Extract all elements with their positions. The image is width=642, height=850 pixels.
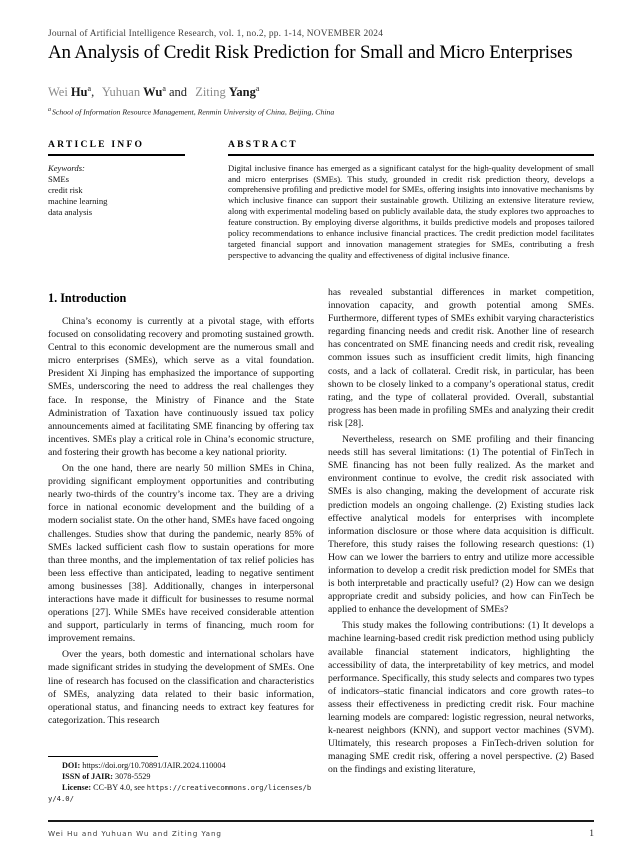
affiliation-marker: a: [48, 107, 51, 113]
keyword-item: data analysis: [48, 206, 93, 217]
affiliation: [48, 107, 594, 117]
footer-authors-line: Wei Hu and Yuhuan Wu and Ziting Yang: [48, 828, 222, 838]
author-last-name: [229, 85, 260, 99]
abstract-heading: ABSTRACT: [228, 139, 298, 150]
license-url-link[interactable]: https://creativecommons.org/licenses/by/4.0/: [48, 783, 312, 803]
author-first-name: Wei: [48, 85, 68, 100]
authors-line: [48, 84, 594, 100]
doi-label: DOI:: [62, 761, 81, 771]
first-page-footnote: [48, 756, 314, 805]
article-info-rule: [48, 154, 185, 156]
keyword-item: credit risk: [48, 184, 83, 195]
page-footer: [48, 820, 594, 839]
body-paragraph: has revealed substantial differences in market competition, innovation capacity, and growth potential among SMEs. Furthermore, different types of SMEs exhibit varying characteristics regarding financing needs and credit risk. Another line of research has concentrated on SME financing needs and credit risk, revealing common issues such as insufficient credit limits, high financing costs, and a lack of collateral. Credit risk, in particular, has been shown to be closely linked to a company’s operational status, credit rating, and the type of collateral provided. Overall, substantial progress has been made in profiling SMEs and analyzing their credit risk [28].: [328, 287, 594, 429]
doi-line: [48, 761, 314, 772]
author-surname: Hu: [70, 85, 88, 100]
keyword-item: machine learning: [48, 195, 108, 206]
author-first-name: Yuhuan: [101, 85, 141, 100]
author-last-name: [71, 85, 91, 99]
body-left-column: [48, 286, 314, 756]
author-first-name: Ziting: [195, 85, 226, 100]
journal-header-line: Journal of Artificial Intelligence Research, vol. 1, no.2, pp. 1-14, NOVEMBER 2024: [48, 29, 384, 39]
body-paragraph: Nevertheless, research on SME profiling and their financing needs still has several limitations: (1) The potential of FinTech in SME financing has not been fully realized. As the market and environment continue to evolve, the credit risk associated with SMEs is also changing, making the development of accurate risk prediction models an ongoing challenge. (2) Existing studies lack effective analytical models for enterprises with incomplete information disclosure or those where data acquisition is difficult. Therefore, this study raises the following research questions: (1) How can we lower the barriers to entry and utilize more accessible information to develop a credit risk prediction model for SMEs that is both interpretable and practically useful? (2) How can we design appropriate credit and subsidy policies, and how can FinTech be applied to enhance the development of SMEs?: [328, 434, 594, 616]
page-number: 1: [589, 828, 594, 839]
author-surname: Yang: [228, 85, 256, 100]
author-separator: and: [165, 85, 188, 100]
footer-rule: [48, 820, 594, 822]
license-line: [48, 783, 314, 805]
author-surname: Wu: [143, 85, 163, 100]
section-heading-introduction: 1. Introduction: [48, 291, 127, 305]
body-paragraph: This study makes the following contributions: (1) It develops a machine learning-based credit risk prediction method using publicly available financial statement indicators, highlighting the accessibility of data, the interpretability of key metrics, and model performance. Specifically, this study selects and compares two types of indicators–static financial indicators and core growth rates–to assess their effectiveness in predicting credit risk. Four machine learning models are compared: logistic regression, neural networks, k-nearest neighbors (KNN), and support vector machines (SVM). Ultimately, this research proposes a FinTech-driven solution for managing SME credit risk, offering a novel perspective. (2) Based on the findings and existing literature,: [328, 620, 594, 776]
affiliation-marker: a: [255, 84, 260, 93]
doi-link[interactable]: https://doi.org/10.70891/JAIR.2024.110004: [82, 761, 226, 771]
author-last-name: [143, 85, 166, 99]
keyword-item: SMEs: [48, 173, 70, 184]
abstract-column: [228, 139, 594, 261]
body-paragraph: Over the years, both domestic and international scholars have made significant strides in studying the development of SMEs. One line of research has focused on the classification and characteristics of SMEs, analyzing data related to their basic information, operational status, and financing needs to extract key features for categorization. This research: [48, 649, 314, 726]
author-separator: ,: [91, 85, 95, 100]
license-text: CC-BY 4.0, see: [93, 783, 145, 792]
body-right-column: [328, 286, 594, 809]
abstract-text: Digital inclusive finance has emerged as a significant catalyst for the high-quality development of small and micro enterprises (SMEs). This study, grounded in credit risk prediction theory, develops a comprehensive profiling and predictive model for SMEs, offering insights into innovative mechanisms by which inclusive finance can support their sustainable growth. Utilizing an extensive literature review, along with experimental modeling based on publicly available data, the study explores two approaches to feature construction. By employing diverse algorithms, it builds predictive models and proposes tailored policy recommendations to enhance inclusive financial practices. The credit prediction model facilitates targeted financial support and innovation management strategies for SMEs, contributing a fresh perspective to advancing the quality and effectiveness of digital inclusive finance.: [228, 162, 594, 260]
keywords-label: Keywords:: [48, 162, 85, 173]
affiliation-marker: a: [87, 84, 92, 93]
footnote-rule: [48, 756, 158, 757]
issn-value: 3078-5529: [115, 772, 151, 782]
article-info-column: [48, 139, 185, 261]
article-info-heading: ARTICLE INFO: [48, 139, 145, 150]
info-abstract-block: [48, 139, 594, 261]
paper-title: An Analysis of Credit Risk Prediction for Small and Micro Enterprises: [48, 42, 573, 63]
footer-row: [48, 829, 594, 839]
affiliation-marker: a: [162, 84, 166, 93]
body-paragraph: China’s economy is currently at a pivotal stage, with efforts focused on consolidating recovery and promoting sustained growth. Central to this economic development are the numerous small and micro enterprises (SMEs), which serve as a vital foundation. President Xi Jinping has emphasized the importance of supporting SMEs, underscoring the need to address the real challenges they face. In response, the Ministry of Finance and the State Administration of Taxation have continuously issued tax policy announcements aimed at facilitating SME financing by offering tax incentives. SMEs play a critical role in China’s economic structure, and fostering their growth has become a key national priority.: [48, 316, 314, 458]
license-label: License:: [62, 783, 92, 792]
body-paragraph: On the one hand, there are nearly 50 million SMEs in China, providing significant employment opportunities and contributing nearly two-thirds of the country’s income tax. They are a driving force in national economic development and the building of a modern socialist state. On the other hand, SMEs have faced ongoing challenges. Studies show that during the pandemic, nearly 85% of SMEs lacked sufficient cash flow to sustain operations for more than three months, and the implementation of tax relief policies has been less effective than anticipated, leading to negative sentiment among businesses [38]. Additionally, changes in interpersonal interactions have made it difficult for businesses to resume normal operations [27]. While SMEs have received considerable attention and support, particularly in terms of financing, much room for improvement remains.: [48, 463, 314, 645]
issn-line: [48, 772, 314, 783]
abstract-rule: [228, 154, 594, 156]
affiliation-text: School of Information Resource Management, Renmin University of China, Beijing, China: [52, 107, 335, 117]
issn-label: ISSN of JAIR:: [62, 772, 113, 782]
